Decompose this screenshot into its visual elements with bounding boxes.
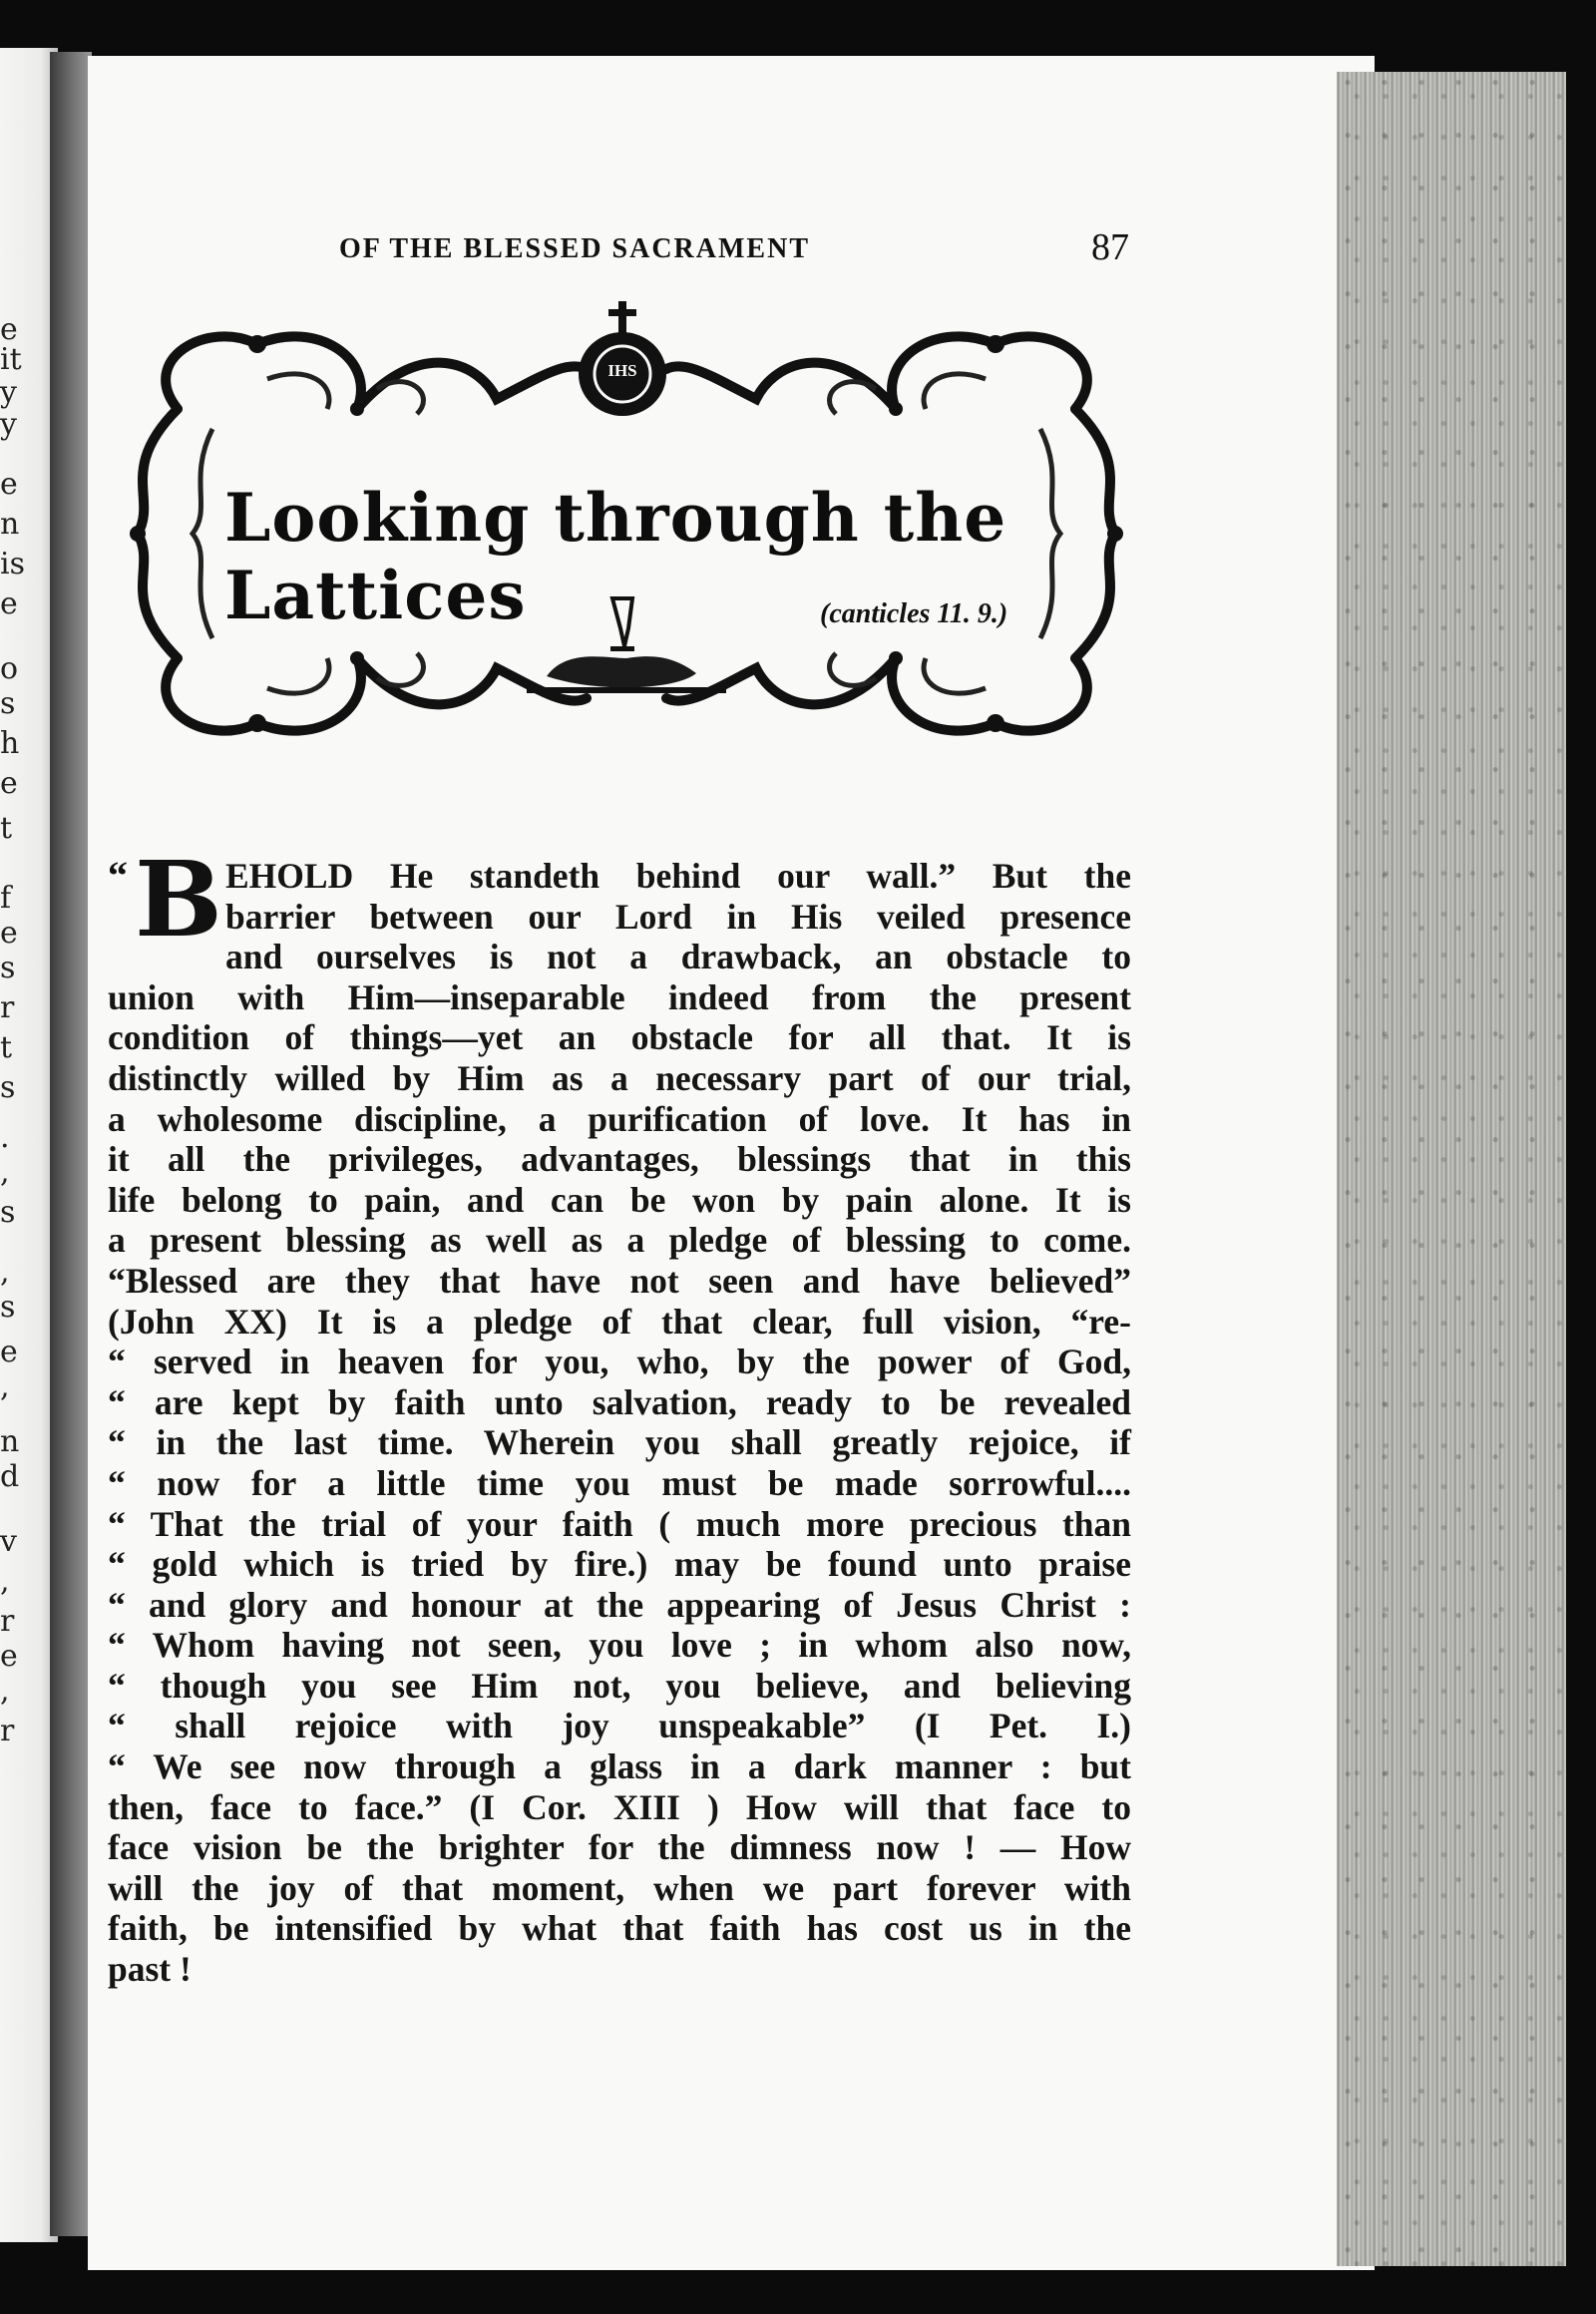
left-page-text-fragment: v (0, 1524, 17, 1559)
left-page-text-fragment: n (0, 1424, 20, 1459)
book-gutter (50, 52, 92, 2236)
left-page-text-fragment: e (0, 586, 18, 621)
opening-quote-mark: “ (108, 853, 128, 898)
left-page-text-fragment: e (0, 916, 18, 951)
left-page-text-fragment: s (0, 1290, 16, 1325)
body-line: “ shall rejoice with joy unspeakable” (I Pet. I.) (108, 1706, 1131, 1746)
scripture-reference: (canticles 11. 9.) (820, 598, 1008, 629)
body-line: a present blessing as well as a pledge of blessing to come. (108, 1220, 1131, 1261)
drop-cap: B (135, 838, 222, 961)
left-page-text-fragment: e (0, 1335, 18, 1369)
body-line: it all the privileges, advantages, blessings that in this (108, 1139, 1131, 1180)
body-line: “ though you see Him not, you believe, and believing (108, 1665, 1131, 1706)
body-line: distinctly willed by Him as a necessary part of our trial, (108, 1057, 1131, 1098)
body-line: “ are kept by faith unto salvation, ready to be revealed (108, 1381, 1131, 1422)
left-page-text-fragment: e (0, 766, 18, 801)
body-line: face vision be the brighter for the dimness now ! — How (108, 1827, 1131, 1868)
body-line: then, face to face.” (I Cor. XIII ) How will that face to (108, 1786, 1131, 1827)
body-line: “ and glory and honour at the appearing of Jesus Christ : (108, 1584, 1131, 1625)
body-line: “ gold which is tried by fire.) may be found unto praise (108, 1544, 1131, 1585)
body-text (108, 856, 1131, 1990)
left-page-text-fragment: n (0, 507, 20, 542)
body-line: past ! (108, 1949, 192, 1990)
left-page-text-fragment: is (0, 547, 25, 581)
left-page-text-fragment: r (0, 990, 15, 1025)
body-line: “ in the last time. Wherein you shall greatly rejoice, if (108, 1422, 1131, 1463)
left-page-text-fragment: h (0, 726, 20, 761)
page-number: 87 (1091, 226, 1129, 268)
left-page-text-fragment: y (0, 407, 17, 442)
body-line: (John XX) It is a pledge of that clear, full vision, “re- (108, 1301, 1131, 1342)
body-line: condition of things—yet an obstacle for all that. It is (108, 1017, 1131, 1058)
page-fore-edge (1337, 72, 1566, 2266)
left-page-text-fragment: e (0, 467, 18, 502)
ihs-monogram-text: IHS (607, 361, 637, 380)
left-page-text-fragment: it (0, 342, 22, 377)
left-page-text-fragment: e (0, 1639, 18, 1674)
left-page-text-fragment: t (0, 1030, 13, 1065)
left-page-text-fragment: , (0, 1564, 10, 1599)
left-page-text-fragment: r (0, 1604, 15, 1639)
body-line: “ We see now through a glass in a dark manner : but (108, 1746, 1131, 1787)
chapter-title: Looking through the Lattices (224, 479, 1007, 634)
body-line: union with Him—inseparable indeed from the present (108, 976, 1131, 1017)
body-line: “ That the trial of your faith ( much more precious than (108, 1503, 1131, 1544)
body-line: faith, be intensified by what that faith has cost us in the (108, 1908, 1131, 1949)
body-line: “ Whom having not seen, you love ; in whom also now, (108, 1625, 1131, 1666)
body-line: EHOLD He standeth behind our wall.” But the (225, 856, 1131, 896)
left-page-text-fragment: s (0, 1070, 16, 1105)
body-line: “Blessed are they that have not seen and have believed” (108, 1260, 1131, 1301)
left-page-text-fragment: s (0, 686, 16, 721)
body-line: life belong to pain, and can be won by pain alone. It is (108, 1179, 1131, 1220)
left-page-text-fragment: . (0, 1120, 10, 1155)
left-page-text-fragment: f (0, 881, 12, 916)
body-line: a wholesome discipline, a purification of love. It has in (108, 1098, 1131, 1139)
left-page-text-fragment: e (0, 312, 18, 347)
ihs-medallion (579, 301, 666, 416)
left-page-text-fragment: , (0, 1674, 10, 1709)
left-page-text-fragment: r (0, 1714, 15, 1748)
body-line: and ourselves is not a drawback, an obstacle to (225, 937, 1131, 977)
left-page-text-fragment: , (0, 1255, 10, 1290)
running-head: OF THE BLESSED SACRAMENT (339, 233, 810, 264)
left-page-text-fragment: t (0, 811, 13, 846)
body-line: barrier between our Lord in His veiled presence (225, 896, 1131, 937)
body-line: “ served in heaven for you, who, by the power of God, (108, 1342, 1131, 1382)
left-page-text-fragment: o (0, 651, 19, 686)
left-page-text-fragment: , (0, 1155, 10, 1190)
left-page-text-fragment: d (0, 1459, 20, 1494)
body-line: “ now for a little time you must be made sorrowful.... (108, 1462, 1131, 1503)
left-page-text-fragment: , (0, 1369, 10, 1404)
body-line: will the joy of that moment, when we part forever with (108, 1867, 1131, 1908)
left-page-text-fragment: s (0, 1195, 16, 1230)
left-page-text-fragment: y (0, 375, 17, 410)
left-page-text-fragment: s (0, 951, 16, 985)
